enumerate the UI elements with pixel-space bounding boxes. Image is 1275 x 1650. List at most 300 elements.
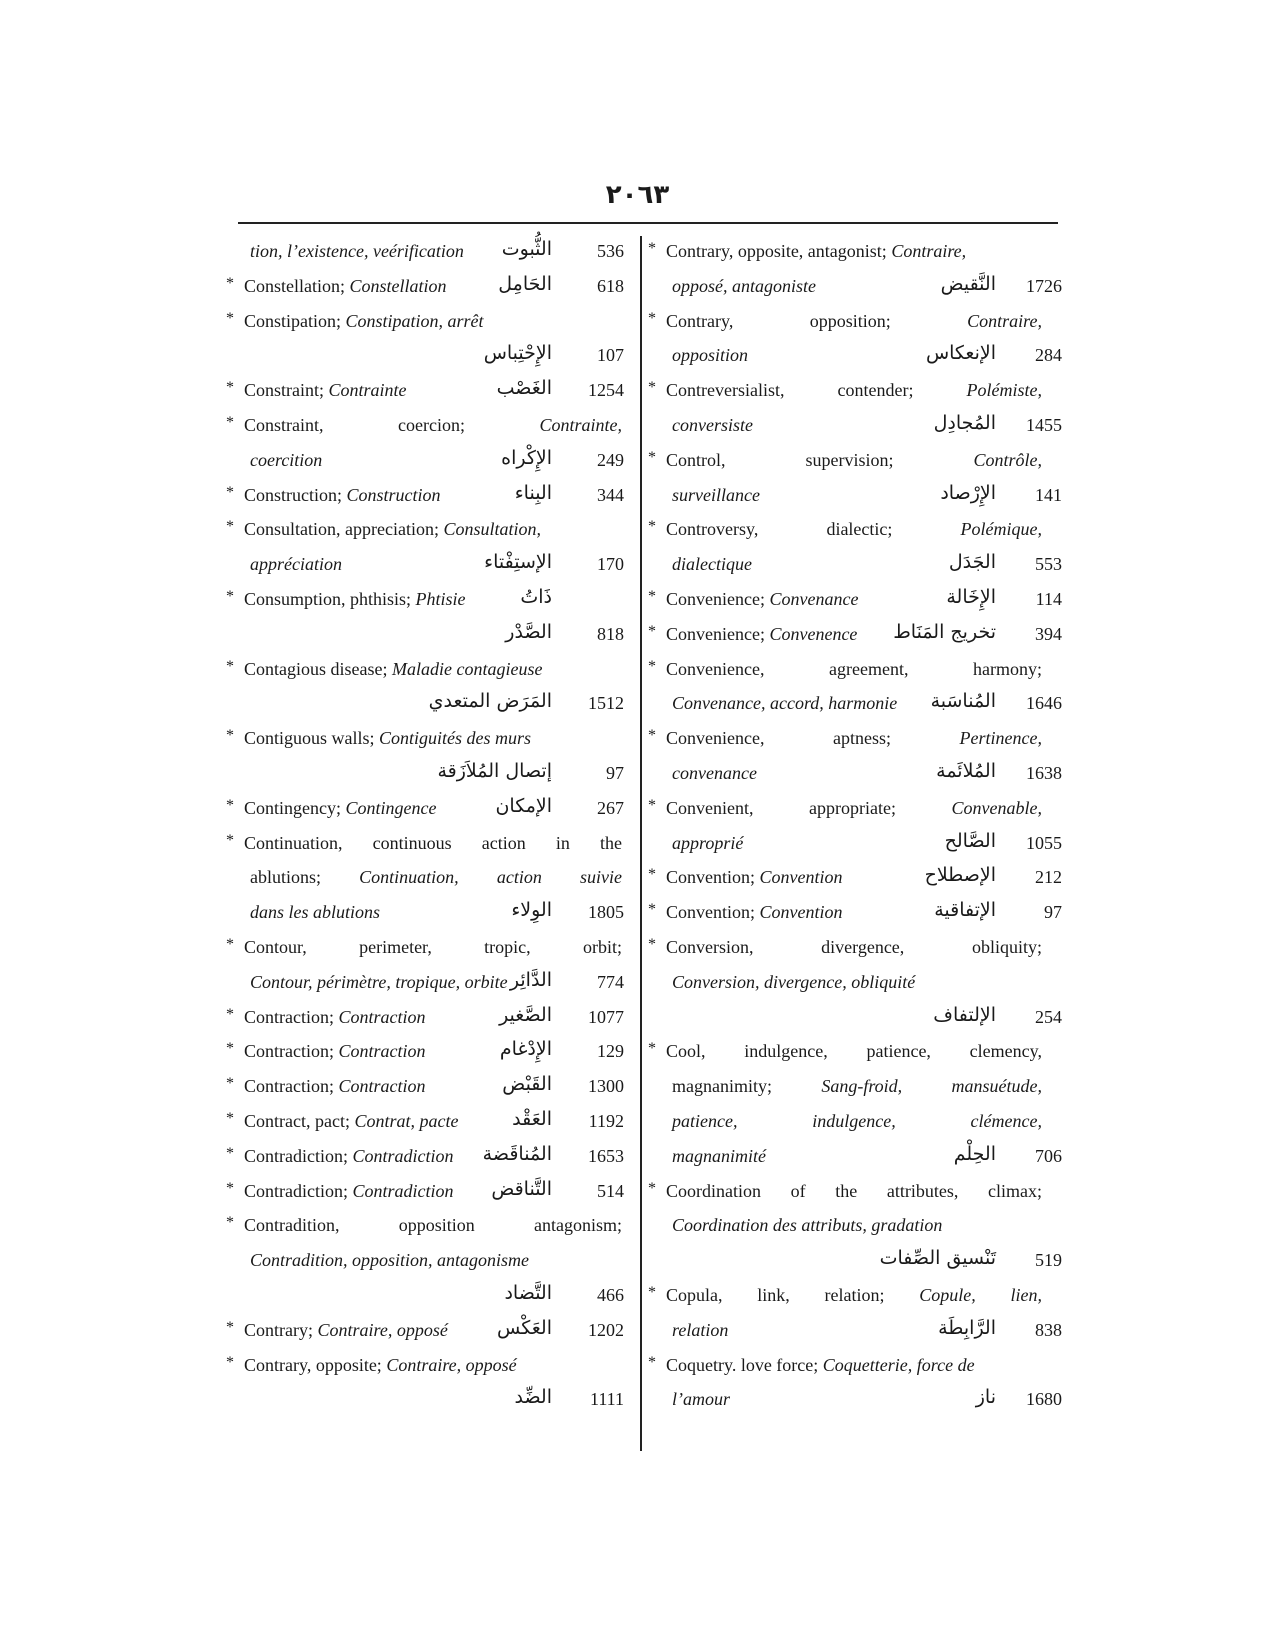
french-term: Contingence (345, 797, 437, 818)
entry-number: 1055 (1026, 832, 1062, 853)
entry-bullet: * (648, 866, 656, 884)
entry-line (226, 723, 632, 758)
entry-number: 97 (606, 762, 624, 783)
english-term: Convenience, (666, 728, 765, 749)
english-term: tropic, (484, 936, 531, 957)
entry-bullet: * (648, 240, 656, 257)
english-french-terms (672, 763, 757, 784)
right-column (648, 236, 1062, 1419)
english-french-terms (672, 833, 743, 854)
entry-number: 1653 (588, 1145, 624, 1166)
arabic-term: المُناقَضة (482, 1142, 552, 1165)
entry-line (226, 897, 632, 932)
arabic-term: ذَاتُ (520, 585, 552, 608)
entry-number: 466 (597, 1284, 624, 1305)
english-term: the (600, 832, 622, 853)
french-term: convenance (672, 762, 757, 783)
english-term: Contract, pact; (244, 1110, 355, 1131)
english-french-terms (244, 519, 541, 540)
english-french-terms (666, 624, 857, 645)
entry-bullet: * (648, 1040, 656, 1058)
entry-line (648, 514, 1062, 549)
english-french-terms (244, 798, 436, 819)
arabic-term: الإصطلاح (924, 864, 996, 887)
english-term: of (790, 1180, 806, 1201)
entry-bullet: * (226, 1144, 234, 1162)
entry-line (648, 862, 1062, 897)
french-term: Contradiction (352, 1145, 454, 1166)
french-term: Contraire, (967, 310, 1042, 331)
entry-bullet: * (226, 935, 234, 953)
entry-line (226, 1210, 632, 1245)
english-term: divergence, (821, 936, 905, 957)
french-term: approprié (672, 832, 744, 853)
entry-number: 284 (1035, 345, 1062, 366)
english-term: Contradiction; (244, 1180, 353, 1201)
french-term: patience, (672, 1110, 738, 1131)
english-french-terms (244, 1181, 454, 1202)
entry-line (648, 1106, 1062, 1141)
entry-bullet: * (648, 935, 656, 953)
arabic-term: الدَّائِر (509, 968, 552, 991)
english-french-terms (250, 554, 342, 575)
english-term: opposition; (809, 310, 891, 331)
entry-bullet: * (226, 1318, 234, 1336)
arabic-term: تَنْسيق الصِّفات (879, 1247, 996, 1270)
french-term: Conversion, divergence, obliquité (672, 971, 916, 992)
english-french-terms (666, 450, 1042, 471)
english-french-terms (244, 589, 466, 610)
english-french-terms (244, 485, 441, 506)
entry-line (648, 549, 1062, 584)
entry-line (226, 1315, 632, 1350)
entry-number: 838 (1035, 1319, 1062, 1340)
entry-bullet: * (648, 1283, 656, 1301)
entry-line (226, 445, 632, 480)
entry-number: 818 (597, 623, 624, 644)
entry-line (648, 1036, 1062, 1071)
english-term: Convenient, (666, 797, 754, 818)
english-french-terms (666, 902, 843, 923)
english-term: supervision; (805, 449, 894, 470)
entry-line (226, 1071, 632, 1106)
french-term: appréciation (250, 554, 342, 575)
entry-bullet: * (226, 518, 234, 536)
english-french-terms (244, 1007, 426, 1028)
arabic-term: المَرَض المتعدي (428, 690, 552, 713)
french-term: Contraction (338, 1006, 426, 1027)
arabic-term: الرَّابِطَة (938, 1316, 996, 1339)
english-french-terms (244, 1111, 458, 1132)
entry-line (226, 1280, 632, 1315)
english-term: coercion; (398, 414, 465, 435)
english-term: Convenience; (666, 588, 770, 609)
entry-line (648, 1176, 1062, 1211)
arabic-term: الغَصْب (496, 377, 552, 400)
entry-line (226, 758, 632, 793)
french-term: Continuation, (359, 867, 459, 888)
english-term: continuous (372, 832, 452, 853)
arabic-term: تخريج المَنَاط (893, 620, 996, 643)
english-french-terms (672, 276, 816, 297)
entry-bullet: * (226, 483, 234, 501)
entry-bullet: * (226, 587, 234, 605)
entry-line (648, 236, 1062, 271)
entry-number: 519 (1035, 1250, 1062, 1271)
english-french-terms (666, 241, 966, 262)
entry-bullet: * (648, 727, 656, 745)
entry-bullet: * (648, 796, 656, 814)
arabic-term: المُلائَمة (936, 759, 996, 782)
entry-line (648, 1002, 1062, 1037)
french-term: action (496, 867, 542, 888)
french-term: Contradiction (352, 1180, 454, 1201)
english-french-terms (666, 798, 1042, 819)
arabic-term: الإستِفْتاء (484, 551, 552, 574)
english-term: Contraction; (244, 1076, 339, 1097)
english-term: Convention; (666, 902, 760, 923)
entry-line (226, 1141, 632, 1176)
english-french-terms (672, 415, 753, 436)
english-term: Convenience, (666, 658, 765, 679)
english-term: agreement, (829, 658, 909, 679)
english-term: perimeter, (359, 936, 432, 957)
english-french-terms (666, 1285, 1042, 1306)
french-term: Contraire, opposé (317, 1319, 448, 1340)
entry-line (648, 410, 1062, 445)
english-french-terms (666, 1355, 975, 1376)
english-french-terms (250, 902, 380, 923)
entry-number: 1192 (588, 1110, 624, 1131)
english-french-terms (672, 1389, 730, 1410)
english-french-terms (672, 1215, 942, 1236)
english-french-terms (666, 311, 1042, 332)
english-term: Consumption, phthisis; (244, 588, 416, 609)
entry-bullet: * (226, 1075, 234, 1093)
entry-number: 706 (1035, 1145, 1062, 1166)
french-term: Contraire, opposé (386, 1354, 517, 1375)
entry-line (648, 1141, 1062, 1176)
french-term: conversiste (672, 414, 753, 435)
entry-line (226, 862, 632, 897)
entry-line (648, 1315, 1062, 1350)
entry-line (648, 793, 1062, 828)
entry-line (648, 271, 1062, 306)
entry-bullet: * (226, 1214, 234, 1232)
french-term: coercition (250, 449, 323, 470)
entry-bullet: * (226, 1179, 234, 1197)
french-term: Contrat, pacte (354, 1110, 459, 1131)
entry-line (648, 897, 1062, 932)
french-term: Pertinence, (959, 728, 1042, 749)
french-term: Polémique, (960, 519, 1042, 540)
english-french-terms (244, 1041, 426, 1062)
french-term: indulgence, (812, 1110, 896, 1131)
entry-line (226, 514, 632, 549)
english-french-terms (244, 1215, 622, 1236)
english-french-terms (244, 415, 622, 436)
arabic-term: الإِحْتِباس (483, 342, 552, 365)
english-french-terms (250, 1250, 529, 1271)
french-term: Construction (346, 484, 441, 505)
french-term: dans les ablutions (250, 902, 381, 923)
entry-number: 1805 (588, 902, 624, 923)
entry-number: 267 (597, 797, 624, 818)
entry-line (648, 445, 1062, 480)
entry-number: 1111 (590, 1389, 624, 1410)
entry-line (648, 688, 1062, 723)
entry-line (226, 584, 632, 619)
entry-bullet: * (226, 1040, 234, 1058)
entry-number: 107 (597, 345, 624, 366)
left-column (226, 236, 632, 1419)
french-term: suivie (579, 867, 622, 888)
english-term: Constraint; (244, 380, 329, 401)
entry-bullet: * (648, 1353, 656, 1371)
english-term: Convenience; (666, 623, 770, 644)
entry-bullet: * (226, 727, 234, 745)
french-term: clémence, (970, 1110, 1042, 1131)
english-french-terms (244, 833, 622, 854)
column-divider (640, 236, 642, 1451)
french-term: Contrôle, (973, 449, 1042, 470)
entry-line (648, 828, 1062, 863)
english-term: link, (757, 1284, 790, 1305)
entry-line (226, 967, 632, 1002)
english-term: Contraction; (244, 1006, 339, 1027)
entry-number: 774 (597, 971, 624, 992)
french-term: lien, (1010, 1284, 1042, 1305)
entry-line (648, 1280, 1062, 1315)
english-term: climax; (987, 1180, 1042, 1201)
entry-number: 170 (597, 554, 624, 575)
entry-line (226, 271, 632, 306)
english-term: indulgence, (744, 1041, 828, 1062)
entry-line (648, 932, 1062, 967)
arabic-term: النَّقيض (940, 272, 996, 295)
entry-line (226, 1002, 632, 1037)
entry-bullet: * (226, 1005, 234, 1023)
english-term: Contrary; (244, 1319, 318, 1340)
entry-number: 97 (1044, 902, 1062, 923)
english-term: Controversy, (666, 519, 759, 540)
english-french-terms (666, 1181, 1042, 1202)
english-term: orbit; (582, 936, 622, 957)
french-term: Contour, périmètre, tropique, orbite (250, 971, 508, 992)
entry-line (648, 619, 1062, 654)
english-term: appropriate; (809, 797, 896, 818)
english-french-terms (672, 1146, 766, 1167)
french-term: opposition (672, 345, 749, 366)
arabic-term: الجَدَل (948, 551, 996, 574)
entry-line (648, 1350, 1062, 1385)
entry-line (226, 1245, 632, 1280)
french-term: Convenance (769, 588, 859, 609)
entry-line (648, 340, 1062, 375)
english-french-terms (672, 554, 752, 575)
french-term: Contraction (338, 1076, 426, 1097)
entry-line (648, 1071, 1062, 1106)
entry-number: 1646 (1026, 693, 1062, 714)
entry-line (226, 619, 632, 654)
entry-number: 249 (597, 449, 624, 470)
entry-line (648, 758, 1062, 793)
english-term: patience, (866, 1041, 931, 1062)
english-term: clemency, (969, 1041, 1042, 1062)
french-term: Consultation, (443, 519, 541, 540)
english-french-terms (666, 728, 1042, 749)
english-term: Contingency; (244, 797, 346, 818)
english-term: harmony; (972, 658, 1042, 679)
entry-bullet: * (226, 657, 234, 675)
french-term: Contiguités des murs (379, 728, 532, 749)
arabic-term: القَبْض (502, 1073, 552, 1096)
english-french-terms (666, 659, 1042, 680)
french-term: Convenable, (951, 797, 1042, 818)
english-term: Construction; (244, 484, 347, 505)
entry-line (226, 549, 632, 584)
arabic-term: الصَّغير (499, 1003, 552, 1026)
arabic-term: الحَامِل (498, 272, 552, 295)
english-french-terms (666, 867, 843, 888)
arabic-term: التَّناقض (491, 1177, 552, 1200)
arabic-term: الثُّبوت (501, 238, 552, 260)
english-term: Constipation; (244, 310, 346, 331)
english-french-terms (672, 1111, 1042, 1132)
entry-bullet: * (226, 796, 234, 814)
entry-number: 212 (1035, 867, 1062, 888)
arabic-term: العَكْس (497, 1316, 552, 1339)
entry-number: 1300 (588, 1076, 624, 1097)
english-french-terms (672, 1076, 1042, 1097)
arabic-term: الإِرْصاد (940, 481, 996, 504)
english-term: Consultation, appreciation; (244, 519, 444, 540)
arabic-term: الإِدْغام (499, 1038, 552, 1061)
french-term: dialectique (672, 554, 752, 575)
french-term: magnanimité (672, 1145, 766, 1166)
english-term: Contradition, (244, 1215, 340, 1236)
french-term: Contraction (338, 1041, 426, 1062)
arabic-term: البِناء (514, 481, 552, 504)
english-term: Cool, (666, 1041, 706, 1062)
entry-line (226, 236, 632, 271)
entry-bullet: * (226, 379, 234, 397)
entry-line (648, 1210, 1062, 1245)
entry-bullet: * (226, 274, 234, 292)
french-term: Constipation, arrêt (345, 310, 484, 331)
entry-number: 344 (597, 484, 624, 505)
entry-line (226, 410, 632, 445)
english-french-terms (672, 972, 915, 993)
entry-bullet: * (648, 622, 656, 640)
french-term: Convention (759, 902, 843, 923)
entry-number: 1638 (1026, 762, 1062, 783)
arabic-term: الصَّالح (944, 829, 996, 852)
arabic-term: الحِلْم (953, 1142, 996, 1165)
entry-line (226, 1106, 632, 1141)
french-term: relation (672, 1319, 729, 1340)
entry-number: 1455 (1026, 414, 1062, 435)
entry-number: 1680 (1026, 1389, 1062, 1410)
arabic-term: إتصال المُلاَزَقة (437, 759, 552, 782)
entry-line (648, 375, 1062, 410)
entry-bullet: * (648, 657, 656, 675)
english-term: the (835, 1180, 858, 1201)
english-french-terms (244, 276, 447, 297)
english-french-terms (244, 1146, 454, 1167)
english-french-terms (666, 1041, 1042, 1062)
french-term: Polémiste, (966, 380, 1042, 401)
english-french-terms (672, 1320, 728, 1341)
entry-line (648, 480, 1062, 515)
entry-number: 129 (597, 1041, 624, 1062)
arabic-term: الإتفاقية (934, 899, 996, 922)
entry-bullet: * (226, 1109, 234, 1127)
english-term: obliquity; (971, 936, 1042, 957)
entry-line (226, 340, 632, 375)
english-term: ablutions; (250, 867, 321, 888)
english-french-terms (672, 485, 760, 506)
french-term: Coquetterie, force de (822, 1354, 975, 1375)
english-term: Conversion, (666, 936, 754, 957)
entry-number: 254 (1035, 1006, 1062, 1027)
arabic-term: المُجادِل (933, 411, 996, 434)
entry-bullet: * (648, 309, 656, 327)
english-term: Copula, (666, 1284, 723, 1305)
entry-line (226, 1036, 632, 1071)
entry-line (648, 306, 1062, 341)
entry-line (226, 375, 632, 410)
french-term: opposé, antagoniste (672, 275, 816, 296)
french-term: Coordination des attributs, gradation (672, 1215, 943, 1236)
arabic-term: التَّضاد (504, 1281, 552, 1304)
entry-number: 141 (1035, 484, 1062, 505)
english-french-terms (244, 380, 407, 401)
english-term: Contrary, opposite; (244, 1354, 387, 1375)
entry-bullet: * (648, 518, 656, 536)
french-term: Convenence (769, 623, 858, 644)
english-term: Contradiction; (244, 1145, 353, 1166)
entry-number: 536 (597, 241, 624, 261)
entry-number: 1726 (1026, 275, 1062, 296)
page-number: ٢٠٦٣ (605, 180, 670, 210)
english-french-terms (666, 519, 1042, 540)
entry-line (648, 584, 1062, 619)
english-french-terms (244, 937, 622, 958)
arabic-term: الإنعكاس (925, 342, 996, 365)
english-term: Convention; (666, 867, 760, 888)
entry-line (226, 654, 632, 689)
entry-line (226, 480, 632, 515)
english-term: antagonism; (533, 1215, 622, 1236)
english-term: relation; (824, 1284, 885, 1305)
entry-number: 514 (597, 1180, 624, 1201)
english-french-terms (250, 241, 464, 262)
entry-bullet: * (648, 901, 656, 919)
entry-line (648, 723, 1062, 758)
english-term: in (555, 832, 570, 853)
english-term: Continuation, (244, 832, 343, 853)
english-term: Contraction; (244, 1041, 339, 1062)
header-rule (238, 222, 1058, 224)
entry-bullet: * (226, 413, 234, 431)
french-term: Phtisie (415, 588, 466, 609)
french-term: l’amour (672, 1389, 730, 1410)
english-term: contender; (837, 380, 914, 401)
english-french-terms (244, 311, 484, 332)
arabic-term: المُناسَبة (930, 690, 996, 713)
french-term: Convention (759, 867, 843, 888)
